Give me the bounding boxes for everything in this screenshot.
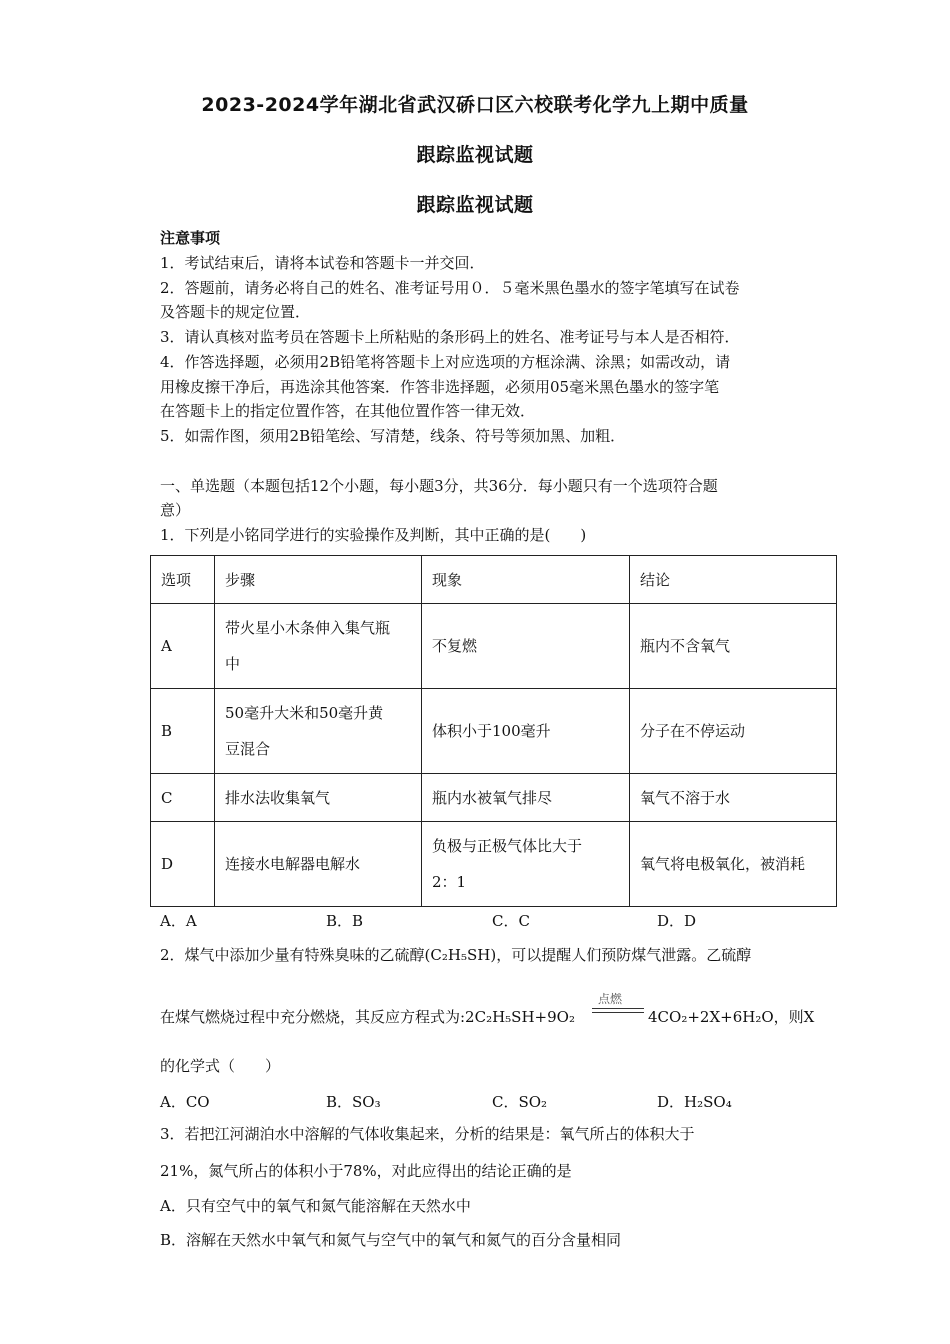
table-header-cell: 步骤 <box>215 556 422 604</box>
q3-stem-line2: 21%，氮气所占的体积小于78%，对此应得出的结论正确的是 <box>160 1162 572 1180</box>
notice-item: 用橡皮擦干净后，再选涂其他答案．作答非选择题，必须用05毫米黑色墨水的签字笔 <box>160 378 720 396</box>
reaction-arrow <box>592 990 644 1020</box>
table-header-cell: 选项 <box>151 556 215 604</box>
notice-item: 5．如需作图，须用2B铅笔绘、写清楚，线条、符号等须加黑、加粗． <box>160 427 626 445</box>
notice-item: 2．答题前，请务必将自己的姓名、准考证号用０．５毫米黑色墨水的签字笔填写在试卷 <box>160 279 740 297</box>
table-cell-conclusion: 氧气将电极氧化，被消耗 <box>630 822 837 907</box>
page-subtitle-repeat: 跟踪监视试题 <box>416 194 534 216</box>
q2-stem-line1: 2．煤气中添加少量有特殊臭味的乙硫醇(C₂H₅SH)，可以提醒人们预防煤气泄露。乙硫醇 <box>160 946 752 964</box>
table-cell-step <box>215 689 422 774</box>
reaction-condition: 点燃 <box>598 992 623 1006</box>
q1-options <box>160 910 860 932</box>
table-header-cell: 现象 <box>422 556 630 604</box>
q1-stem: 1．下列是小铭同学进行的实验操作及判断，其中正确的是( ) <box>160 526 587 544</box>
table-cell-step: 排水法收集氧气 <box>215 774 422 822</box>
table-cell-option: D <box>151 822 215 907</box>
q1-option-c[interactable]: C．C <box>492 912 530 930</box>
q2-option-a[interactable]: A．CO <box>160 1093 210 1111</box>
table-cell-conclusion: 瓶内不含氧气 <box>630 604 837 689</box>
q2-option-b[interactable]: B．SO₃ <box>326 1093 381 1111</box>
q2-option-c[interactable]: C．SO₂ <box>492 1093 548 1111</box>
equals-line-top <box>592 1008 644 1009</box>
table-cell-conclusion: 氧气不溶于水 <box>630 774 837 822</box>
notice-item: 1．考试结束后，请将本试卷和答题卡一并交回． <box>160 254 485 272</box>
section-heading: 一、单选题（本题包括12个小题，每小题3分，共36分．每小题只有一个选项符合题 <box>160 477 718 495</box>
q2-stem-line2-left: 在煤气燃烧过程中充分燃烧，其反应方程式为:2C₂H₅SH+9O₂ <box>160 1008 575 1026</box>
q1-option-a[interactable]: A．A <box>160 912 197 930</box>
table-cell-option: C <box>151 774 215 822</box>
table-row <box>151 774 837 822</box>
table-row <box>151 604 837 689</box>
step-line: 中 <box>225 655 241 673</box>
q3-option-b[interactable]: B．溶解在天然水中氧气和氮气与空气中的氧气和氮气的百分含量相同 <box>160 1231 622 1249</box>
table-header-row <box>151 556 837 604</box>
q3-stem-line1: 3．若把江河湖泊水中溶解的气体收集起来，分析的结果是：氧气所占的体积大于 <box>160 1125 695 1143</box>
notice-item: 在答题卡上的指定位置作答，在其他位置作答一律无效． <box>160 402 536 420</box>
table-cell-phenomenon: 不复燃 <box>422 604 630 689</box>
phenomenon-line: 负极与正极气体比大于 <box>432 837 583 855</box>
q2-stem-line3: 的化学式（ ） <box>160 1057 281 1075</box>
q1-option-b[interactable]: B．B <box>326 912 364 930</box>
table-row <box>151 689 837 774</box>
q1-option-d[interactable]: D．D <box>657 912 697 930</box>
step-line: 带火星小木条伸入集气瓶 <box>225 619 391 637</box>
table-cell-conclusion: 分子在不停运动 <box>630 689 837 774</box>
step-line: 50毫升大米和50毫升黄 <box>225 704 384 722</box>
equals-line-bottom <box>592 1012 644 1013</box>
table-header-cell: 结论 <box>630 556 837 604</box>
table-row <box>151 822 837 907</box>
table-cell-step <box>215 604 422 689</box>
notice-heading: 注意事项 <box>160 229 221 247</box>
q1-table <box>150 555 837 907</box>
table-cell-option: A <box>151 604 215 689</box>
page-subtitle: 跟踪监视试题 <box>416 144 534 166</box>
section-heading-cont: 意） <box>160 501 191 519</box>
q2-option-d[interactable]: D．H₂SO₄ <box>657 1093 732 1111</box>
notice-item: 4．作答选择题，必须用2B铅笔将答题卡上对应选项的方框涂满、涂黑；如需改动，请 <box>160 353 731 371</box>
table-cell-phenomenon: 瓶内水被氧气排尽 <box>422 774 630 822</box>
table-cell-phenomenon <box>422 822 630 907</box>
page-title: 2023-2024学年湖北省武汉硚口区六校联考化学九上期中质量 <box>201 94 749 116</box>
q2-options <box>160 1091 860 1113</box>
step-line: 豆混合 <box>225 740 271 758</box>
notice-item: 及答题卡的规定位置． <box>160 303 311 321</box>
phenomenon-line: 2：1 <box>432 873 467 891</box>
table-cell-step: 连接水电解器电解水 <box>215 822 422 907</box>
notice-item: 3．请认真核对监考员在答题卡上所粘贴的条形码上的姓名、准考证号与本人是否相符． <box>160 328 740 346</box>
table-cell-phenomenon: 体积小于100毫升 <box>422 689 630 774</box>
table-cell-option: B <box>151 689 215 774</box>
q3-option-a[interactable]: A．只有空气中的氧气和氮气能溶解在天然水中 <box>160 1197 471 1215</box>
q2-stem-line2-right: 4CO₂+2X+6H₂O，则X <box>648 1008 815 1026</box>
